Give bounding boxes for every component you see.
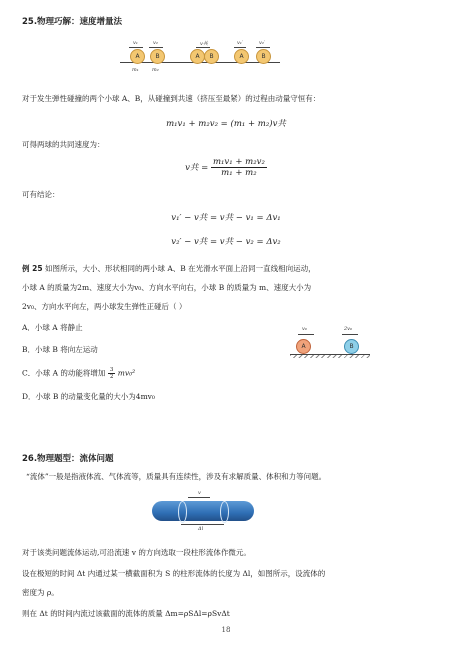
label-v1p: v₁′ bbox=[237, 40, 243, 46]
collision-diagram bbox=[120, 40, 320, 80]
label-m1: m₁ bbox=[132, 67, 139, 73]
page-number: 18 bbox=[221, 626, 231, 634]
label-v2: v₂ bbox=[153, 40, 158, 46]
equation-momentum: m₁v₁ + m₂v₂ = (m₁ + m₂)v共 bbox=[166, 119, 286, 129]
arrow-v1 bbox=[129, 47, 143, 48]
ball-b-2: B bbox=[204, 49, 219, 64]
option-d[interactable]: D．小球 B 的动量变化量的大小为4mv₀ bbox=[22, 392, 155, 401]
ball-a-1: A bbox=[130, 49, 145, 64]
fig-ground-hatch bbox=[290, 355, 370, 358]
ball-a-3: A bbox=[234, 49, 249, 64]
fig-arrow-right bbox=[298, 334, 314, 335]
section25-title: 25.物理巧解：速度增量法 bbox=[22, 17, 123, 27]
section25-intro: 对于发生弹性碰撞的两个小球 A、B，从碰撞到共速（挤压至最紧）的过程由动量守恒有： bbox=[22, 94, 321, 103]
ball-b-1: B bbox=[150, 49, 165, 64]
section25-line3: 可有结论： bbox=[22, 190, 60, 199]
arrow-v2 bbox=[149, 47, 163, 48]
equation-common-velocity bbox=[0, 157, 452, 178]
fluid-tube-figure bbox=[152, 490, 254, 534]
ball-b-3: B bbox=[256, 49, 271, 64]
label-vg: v共 bbox=[200, 41, 208, 47]
eq2-lhs: v共 = bbox=[185, 163, 209, 173]
arrow-v2p bbox=[256, 47, 270, 48]
section26-line3: 密度为 ρ。 bbox=[22, 588, 59, 597]
section26-title: 26.物理题型：流体问题 bbox=[22, 454, 114, 464]
section26-line1: 对于该类问题流体运动,可沿流速 v 的方向选取一段柱形流体作微元。 bbox=[22, 548, 251, 557]
option-a[interactable]: A．小球 A 将静止 bbox=[22, 323, 83, 332]
tube-body bbox=[152, 501, 254, 521]
option-c-post: mv₀² bbox=[117, 368, 136, 378]
section26-line2: 设在极短的时间 Δt 内通过某一横截面积为 S 的柱形流体的长度为 Δl，如图所示，设流体的 bbox=[22, 569, 326, 578]
section25-line2: 可得两球的共同速度为： bbox=[22, 140, 105, 149]
tube-section-right bbox=[220, 501, 229, 523]
option-c[interactable] bbox=[22, 367, 135, 380]
section26-intro: “流体”一般是指液体流、气体流等，质量具有连续性，涉及有求解质量、体积和力等问题。 bbox=[26, 472, 327, 481]
arrow-v1p bbox=[234, 47, 246, 48]
eq2-fraction bbox=[211, 157, 267, 178]
arrow-vg bbox=[196, 47, 210, 48]
example25-line2: 小球 A 的质量为2m、速度大小为v₀、方向水平向右，小球 B 的质量为 m、速度大小为 bbox=[22, 283, 312, 292]
example25-figure bbox=[290, 326, 370, 360]
fig-arrow-left bbox=[342, 334, 358, 335]
section26-line4: 则在 Δt 的时间内流过该截面的流体的质量 Δm=ρSΔl=ρSvΔt bbox=[22, 609, 230, 618]
fig-label-v0: v₀ bbox=[302, 326, 307, 332]
fig-ball-b: B bbox=[344, 339, 359, 354]
example25-line1-text: 如图所示，大小、形状相同的两小球 A、B 在光滑水平面上沿同一直线相向运动， bbox=[44, 264, 316, 273]
option-c-num: 3 bbox=[109, 367, 114, 373]
option-b[interactable]: B．小球 B 将向左运动 bbox=[22, 345, 98, 354]
option-c-fraction bbox=[108, 367, 116, 380]
example25-label: 例 25 bbox=[22, 264, 43, 273]
example25-line3: 2v₀、方向水平向左，两小球发生弹性正碰后（ ） bbox=[22, 302, 187, 311]
tube-section-left bbox=[178, 501, 187, 523]
tube-label-v: v bbox=[198, 490, 201, 496]
ball-a-2: A bbox=[190, 49, 205, 64]
equation-delta-v2: v₂′ − v共 = v共 − v₂ = Δv₂ bbox=[171, 237, 281, 247]
option-c-pre: C．小球 A 的动能将增加 bbox=[22, 368, 106, 378]
tube-arrow-v bbox=[188, 497, 210, 498]
option-c-den: 2 bbox=[109, 374, 114, 380]
example25-line1 bbox=[22, 264, 316, 274]
tube-label-dl: Δl bbox=[198, 526, 204, 532]
eq2-numerator: m₁v₁ + m₂v₂ bbox=[212, 157, 265, 167]
equation-delta-v1: v₁′ − v共 = v共 − v₁ = Δv₁ bbox=[171, 213, 281, 223]
label-v1: v₁ bbox=[133, 40, 138, 46]
fig-label-2v0: 2v₀ bbox=[344, 326, 353, 332]
label-m2: m₂ bbox=[152, 67, 159, 73]
eq2-denominator: m₁ + m₂ bbox=[221, 168, 257, 178]
fig-ball-a: A bbox=[296, 339, 311, 354]
tube-dl-line bbox=[181, 524, 224, 525]
label-v2p: v₂′ bbox=[259, 40, 265, 46]
